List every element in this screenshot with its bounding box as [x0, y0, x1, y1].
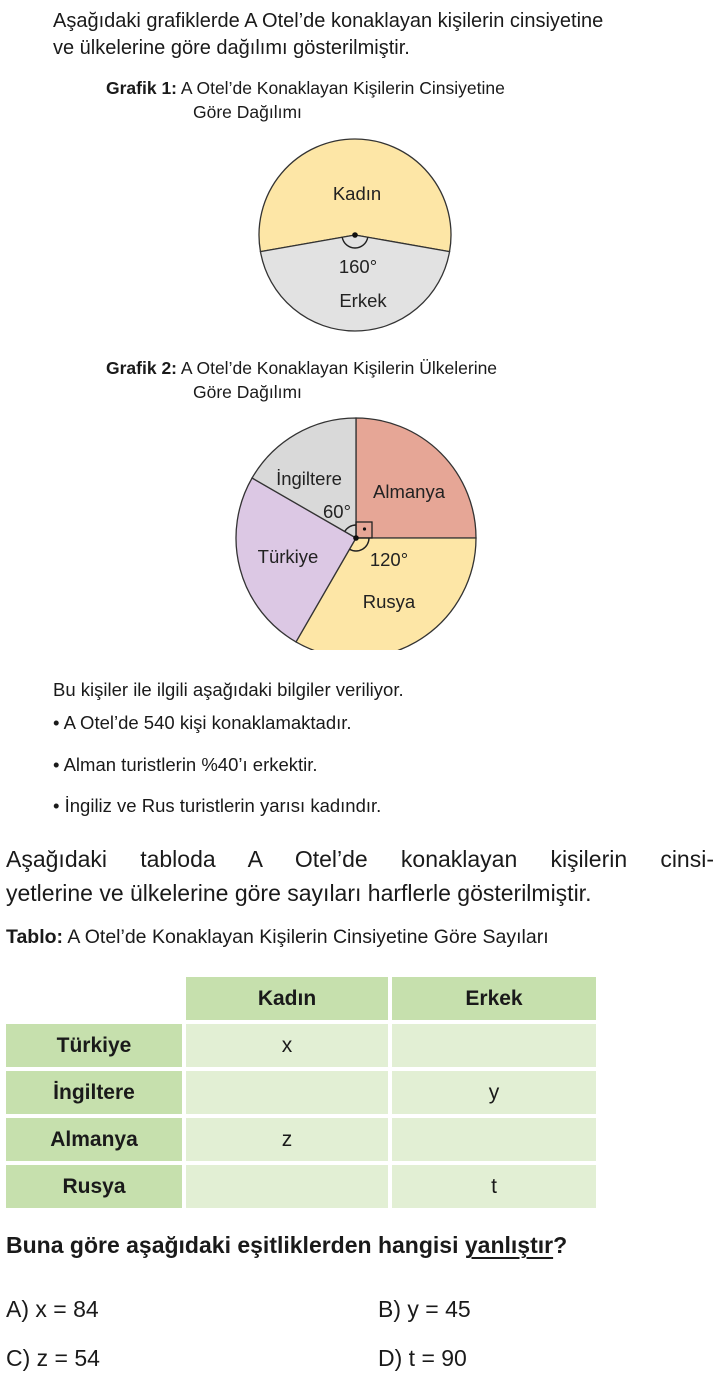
- table-intro-line-1: Aşağıdaki tabloda A Otel’de konaklayan kişilerin cinsi-: [6, 846, 714, 872]
- table-cell-ingiltere-kadin: [186, 1071, 388, 1114]
- pie-center-dot: [352, 232, 358, 238]
- chart2-caption: [106, 356, 497, 404]
- chart2-caption-line1: A Otel’de Konaklayan Kişilerin Ülkelerine: [180, 358, 498, 378]
- label-erkek: Erkek: [339, 290, 387, 311]
- question-after: ?: [553, 1232, 568, 1258]
- chart2-caption-line2: Göre Dağılımı: [193, 382, 302, 402]
- table-cell-ingiltere-erkek: y: [392, 1071, 596, 1114]
- table-cell-turkiye-erkek: [392, 1024, 596, 1067]
- option-d[interactable]: D) t = 90: [378, 1345, 467, 1371]
- table-caption: [6, 926, 549, 949]
- option-c[interactable]: C) z = 54: [6, 1345, 100, 1371]
- label-angle-160: 160°: [338, 256, 378, 277]
- chart1-caption-line2: Göre Dağılımı: [193, 102, 302, 122]
- intro-line-2: ve ülkelerine göre dağılımı gösterilmiştir.: [53, 37, 410, 59]
- chart2-caption-label: Grafik 2:: [106, 358, 177, 378]
- chart1-gender-pie: [0, 0, 718, 650]
- table-cell-rusya-kadin: [186, 1165, 388, 1208]
- table-row-label-turkiye: Türkiye: [6, 1024, 182, 1067]
- table-caption-label: Tablo:: [6, 926, 64, 948]
- label-angle-60: 60°: [323, 501, 351, 522]
- table-header-erkek: Erkek: [392, 977, 596, 1020]
- pie-slice-erkek: [260, 235, 449, 331]
- fact-item-2: • Alman turistlerin %40’ı erkektir.: [53, 754, 318, 775]
- chart1-caption-label: Grafik 1:: [106, 78, 177, 98]
- question-before: Buna göre aşağıdaki eşitliklerden hangisi: [6, 1232, 465, 1258]
- question-underlined: yanlıştır: [464, 1232, 554, 1258]
- table-header-kadin: Kadın: [186, 977, 388, 1020]
- table-row-label-almanya: Almanya: [6, 1118, 182, 1161]
- fact-item-1: • A Otel’de 540 kişi konaklamaktadır.: [53, 712, 352, 733]
- facts-lead: Bu kişiler ile ilgili aşağıdaki bilgiler veriliyor.: [53, 679, 404, 700]
- table-cell-rusya-erkek: t: [392, 1165, 596, 1208]
- chart1-caption-line1: A Otel’de Konaklayan Kişilerin Cinsiyetine: [180, 78, 505, 98]
- option-a[interactable]: A) x = 84: [6, 1296, 99, 1322]
- table-intro-line-2: yetlerine ve ülkelerine göre sayıları harflerle gösterilmiştir.: [6, 880, 592, 906]
- table-cell-almanya-erkek: [392, 1118, 596, 1161]
- label-turkiye: Türkiye: [257, 546, 319, 567]
- fact-item-3: • İngiliz ve Rus turistlerin yarısı kadındır.: [53, 795, 382, 816]
- pie2-center-dot: [353, 535, 359, 541]
- label-almanya: Almanya: [373, 481, 445, 502]
- table-row-label-ingiltere: İngiltere: [6, 1071, 182, 1114]
- label-kadin: Kadın: [332, 183, 382, 204]
- label-ingiltere: İngiltere: [276, 468, 342, 489]
- right-angle-dot: [363, 527, 366, 530]
- option-b[interactable]: B) y = 45: [378, 1296, 471, 1322]
- table-row-label-rusya: Rusya: [6, 1165, 182, 1208]
- table-cell-almanya-kadin: z: [186, 1118, 388, 1161]
- label-rusya: Rusya: [362, 591, 416, 612]
- table-cell-turkiye-kadin: x: [186, 1024, 388, 1067]
- label-angle-120: 120°: [369, 549, 409, 570]
- pie-slice-almanya: [356, 418, 476, 538]
- intro-line-1: Aşağıdaki grafiklerde A Otel’de konaklayan kişilerin cinsiyetine: [53, 10, 604, 32]
- question-text: [6, 1232, 567, 1259]
- table-intro-paragraph: [6, 842, 714, 910]
- table-caption-text: A Otel’de Konaklayan Kişilerin Cinsiyetine Göre Sayıları: [67, 926, 549, 948]
